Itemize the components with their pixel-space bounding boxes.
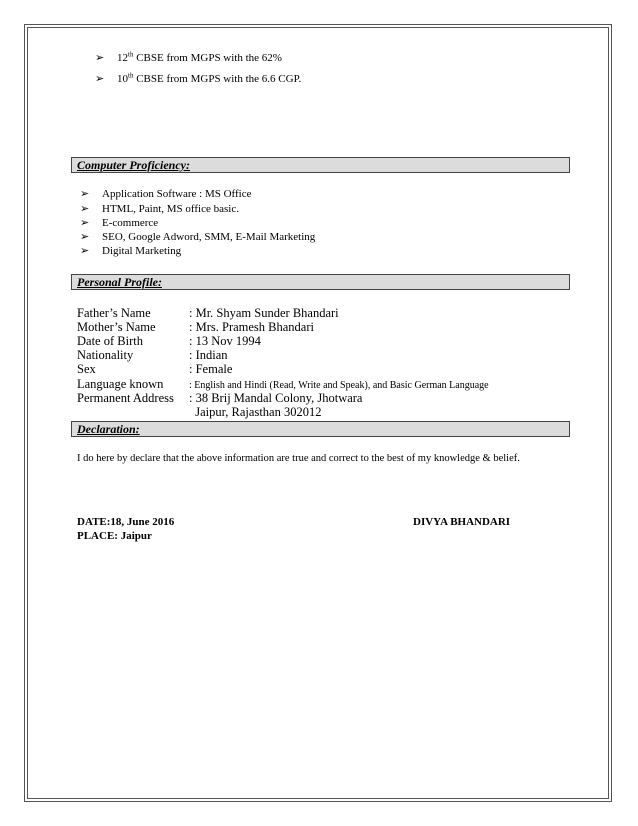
education-item: ➢ 10th CBSE from MGPS with the 6.6 CGP. (95, 71, 302, 85)
computer-proficiency-heading: Computer Proficiency: (71, 157, 570, 173)
declaration-heading: Declaration: (71, 421, 570, 437)
profile-row-father: Father’s Name : Mr. Shyam Sunder Bhandari (77, 306, 339, 320)
signature-name: DIVYA BHANDARI (413, 516, 511, 528)
profile-row-mother: Mother’s Name : Mrs. Pramesh Bhandari (77, 320, 314, 334)
arrow-bullet-icon: ➢ (95, 73, 105, 85)
profile-row-address-cont: Jaipur, Rajasthan 302012 (189, 405, 322, 419)
arrow-bullet-icon: ➢ (95, 52, 105, 64)
skill-item: ➢ HTML, Paint, MS office basic. (80, 203, 239, 215)
profile-row-address: Permanent Address : 38 Brij Mandal Colony, Jhotwara (77, 391, 363, 405)
personal-profile-heading: Personal Profile: (71, 274, 570, 290)
place-line: PLACE: Jaipur (77, 530, 152, 542)
skill-item: ➢ SEO, Google Adword, SMM, E-Mail Marketing (80, 231, 316, 243)
profile-row-nationality: Nationality : Indian (77, 348, 228, 362)
date-line: DATE:18, June 2016 (77, 516, 175, 528)
skill-item: ➢ Application Software : MS Office (80, 188, 252, 200)
arrow-bullet-icon: ➢ (80, 188, 90, 200)
arrow-bullet-icon: ➢ (80, 231, 90, 243)
education-item: ➢ 12th CBSE from MGPS with the 62% (95, 50, 282, 64)
skill-item: ➢ E-commerce (80, 217, 159, 229)
profile-row-language: Language known : English and Hindi (Read, Write and Speak), and Basic German Language (77, 377, 489, 391)
profile-row-sex: Sex : Female (77, 362, 233, 376)
arrow-bullet-icon: ➢ (80, 245, 90, 257)
arrow-bullet-icon: ➢ (80, 203, 90, 215)
profile-row-dob: Date of Birth : 13 Nov 1994 (77, 334, 261, 348)
arrow-bullet-icon: ➢ (80, 217, 90, 229)
declaration-text: I do here by declare that the above information are true and correct to the best of my knowledge & belief. (77, 453, 520, 464)
skill-item: ➢ Digital Marketing (80, 245, 182, 257)
